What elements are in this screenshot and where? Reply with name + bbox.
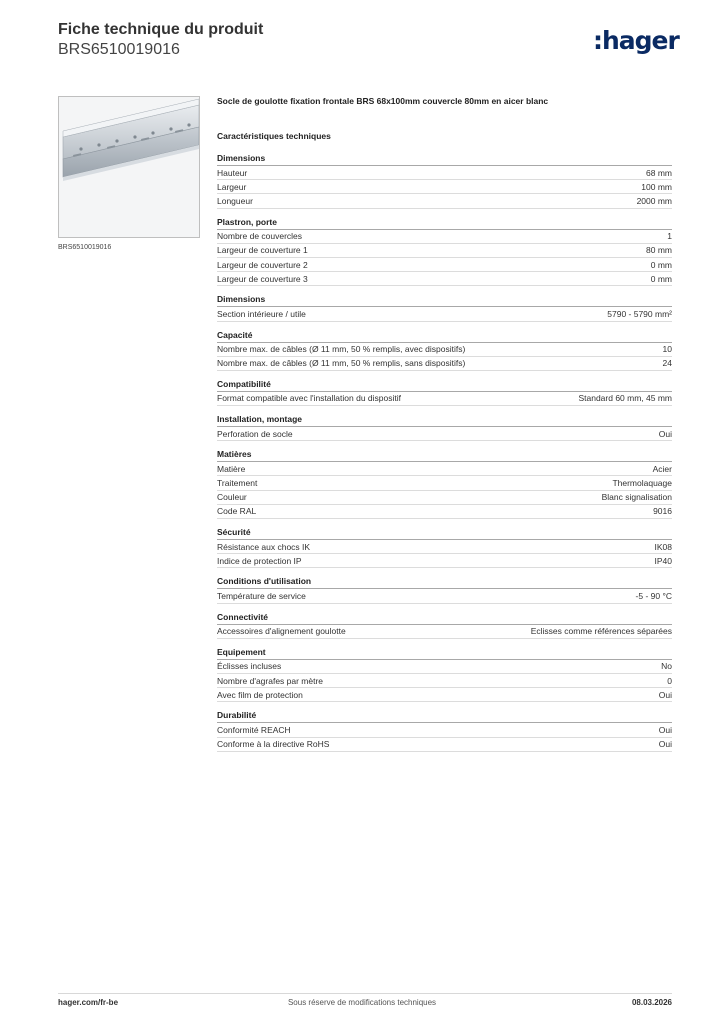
spec-value: Oui <box>658 428 672 439</box>
spec-row <box>217 723 672 737</box>
spec-row <box>217 505 672 519</box>
spec-value: 10 <box>662 344 672 355</box>
spec-value: 5790 - 5790 mm² <box>607 308 672 319</box>
spec-value: IP40 <box>654 555 672 566</box>
spec-label: Largeur de couverture 3 <box>217 273 308 284</box>
spec-section <box>217 710 672 751</box>
spec-label: Température de service <box>217 590 306 601</box>
spec-label: Éclisses incluses <box>217 661 282 672</box>
spec-label: Couleur <box>217 492 247 503</box>
spec-row <box>217 180 672 194</box>
section-title: Durabilité <box>217 710 672 723</box>
spec-section <box>217 217 672 287</box>
spec-value: Acier <box>652 463 672 474</box>
spec-section <box>217 294 672 321</box>
spec-row <box>217 272 672 286</box>
spec-label: Matière <box>217 463 246 474</box>
section-title: Connectivité <box>217 612 672 625</box>
section-title: Sécurité <box>217 527 672 540</box>
spec-value: 0 mm <box>650 273 672 284</box>
spec-label: Conforme à la directive RoHS <box>217 739 330 750</box>
spec-value: Eclisses comme références séparées <box>530 626 672 637</box>
hager-logo: :hager <box>593 26 679 55</box>
product-description: Socle de goulotte fixation frontale BRS 68x100mm couvercle 80mm en aicer blanc <box>217 96 549 106</box>
section-title: Installation, montage <box>217 414 672 427</box>
technical-characteristics-title: Caractéristiques techniques <box>217 131 331 141</box>
spec-label: Format compatible avec l'installation du dispositif <box>217 393 401 404</box>
spec-value: Standard 60 mm, 45 mm <box>578 393 672 404</box>
spec-label: Nombre max. de câbles (Ø 11 mm, 50 % remplis, avec dispositifs) <box>217 344 466 355</box>
spec-row <box>217 476 672 490</box>
spec-value: 100 mm <box>641 181 672 192</box>
spec-value: 68 mm <box>646 167 672 178</box>
spec-label: Longueur <box>217 195 253 206</box>
spec-row <box>217 194 672 208</box>
spec-value: Oui <box>658 689 672 700</box>
cable-trunking-illustration <box>59 97 199 237</box>
page-title: Fiche technique du produit <box>58 21 264 38</box>
spec-row <box>217 258 672 272</box>
spec-row <box>217 688 672 702</box>
spec-value: Thermolaquage <box>612 478 672 489</box>
spec-label: Largeur de couverture 1 <box>217 245 308 256</box>
section-title: Dimensions <box>217 294 672 307</box>
spec-row <box>217 392 672 406</box>
product-reference: BRS6510019016 <box>58 41 180 58</box>
spec-value: 0 <box>667 675 672 686</box>
spec-value: IK08 <box>654 541 672 552</box>
spec-section <box>217 576 672 603</box>
spec-label: Largeur <box>217 181 247 192</box>
spec-label: Nombre max. de câbles (Ø 11 mm, 50 % remplis, sans dispositifs) <box>217 358 466 369</box>
spec-label: Indice de protection IP <box>217 555 302 566</box>
footer-notice: Sous réserve de modifications techniques <box>287 998 437 1007</box>
spec-row <box>217 660 672 674</box>
spec-row <box>217 462 672 476</box>
spec-row <box>217 554 672 568</box>
spec-row <box>217 589 672 603</box>
spec-section <box>217 647 672 703</box>
spec-label: Résistance aux chocs IK <box>217 541 311 552</box>
spec-value: -5 - 90 °C <box>635 590 672 601</box>
spec-value: Blanc signalisation <box>601 492 672 503</box>
section-title: Compatibilité <box>217 379 672 392</box>
footer-divider <box>58 993 672 994</box>
product-datasheet <box>217 95 672 760</box>
spec-label: Code RAL <box>217 506 257 517</box>
image-caption: BRS6510019016 <box>58 244 112 251</box>
spec-label: Avec film de protection <box>217 689 303 700</box>
spec-row <box>217 540 672 554</box>
spec-row <box>217 307 672 321</box>
spec-value: 2000 mm <box>636 195 672 206</box>
spec-section <box>217 379 672 406</box>
spec-section <box>217 612 672 639</box>
spec-section <box>217 527 672 568</box>
section-title: Plastron, porte <box>217 217 672 230</box>
spec-row <box>217 343 672 357</box>
spec-label: Accessoires d'alignement goulotte <box>217 626 346 637</box>
spec-section <box>217 449 672 519</box>
spec-row <box>217 244 672 258</box>
spec-section <box>217 153 672 209</box>
spec-row <box>217 491 672 505</box>
spec-row <box>217 357 672 371</box>
spec-value: 9016 <box>653 506 672 517</box>
spec-row <box>217 166 672 180</box>
spec-label: Section intérieure / utile <box>217 308 306 319</box>
spec-label: Largeur de couverture 2 <box>217 259 308 270</box>
spec-value: Oui <box>658 724 672 735</box>
spec-label: Nombre de couvercles <box>217 231 303 242</box>
spec-value: 1 <box>667 231 672 242</box>
spec-sections <box>217 153 672 752</box>
footer-date: 08.03.2026 <box>631 998 672 1007</box>
spec-label: Perforation de socle <box>217 428 293 439</box>
spec-section <box>217 414 672 441</box>
spec-row <box>217 674 672 688</box>
spec-label: Traitement <box>217 478 258 489</box>
section-title: Matières <box>217 449 672 462</box>
spec-row <box>217 427 672 441</box>
spec-row <box>217 625 672 639</box>
section-title: Capacité <box>217 330 672 343</box>
spec-section <box>217 330 672 371</box>
product-image <box>58 96 200 238</box>
spec-value: No <box>661 661 672 672</box>
spec-label: Hauteur <box>217 167 248 178</box>
section-title: Conditions d'utilisation <box>217 576 672 589</box>
section-title: Dimensions <box>217 153 672 166</box>
spec-row <box>217 230 672 244</box>
spec-value: Oui <box>658 739 672 750</box>
footer-website: hager.com/fr-be <box>58 998 119 1007</box>
spec-label: Conformité REACH <box>217 724 291 735</box>
spec-value: 80 mm <box>646 245 672 256</box>
spec-label: Nombre d'agrafes par mètre <box>217 675 324 686</box>
spec-value: 24 <box>662 358 672 369</box>
spec-value: 0 mm <box>650 259 672 270</box>
spec-row <box>217 738 672 752</box>
page-header <box>58 20 263 60</box>
section-title: Equipement <box>217 647 672 660</box>
